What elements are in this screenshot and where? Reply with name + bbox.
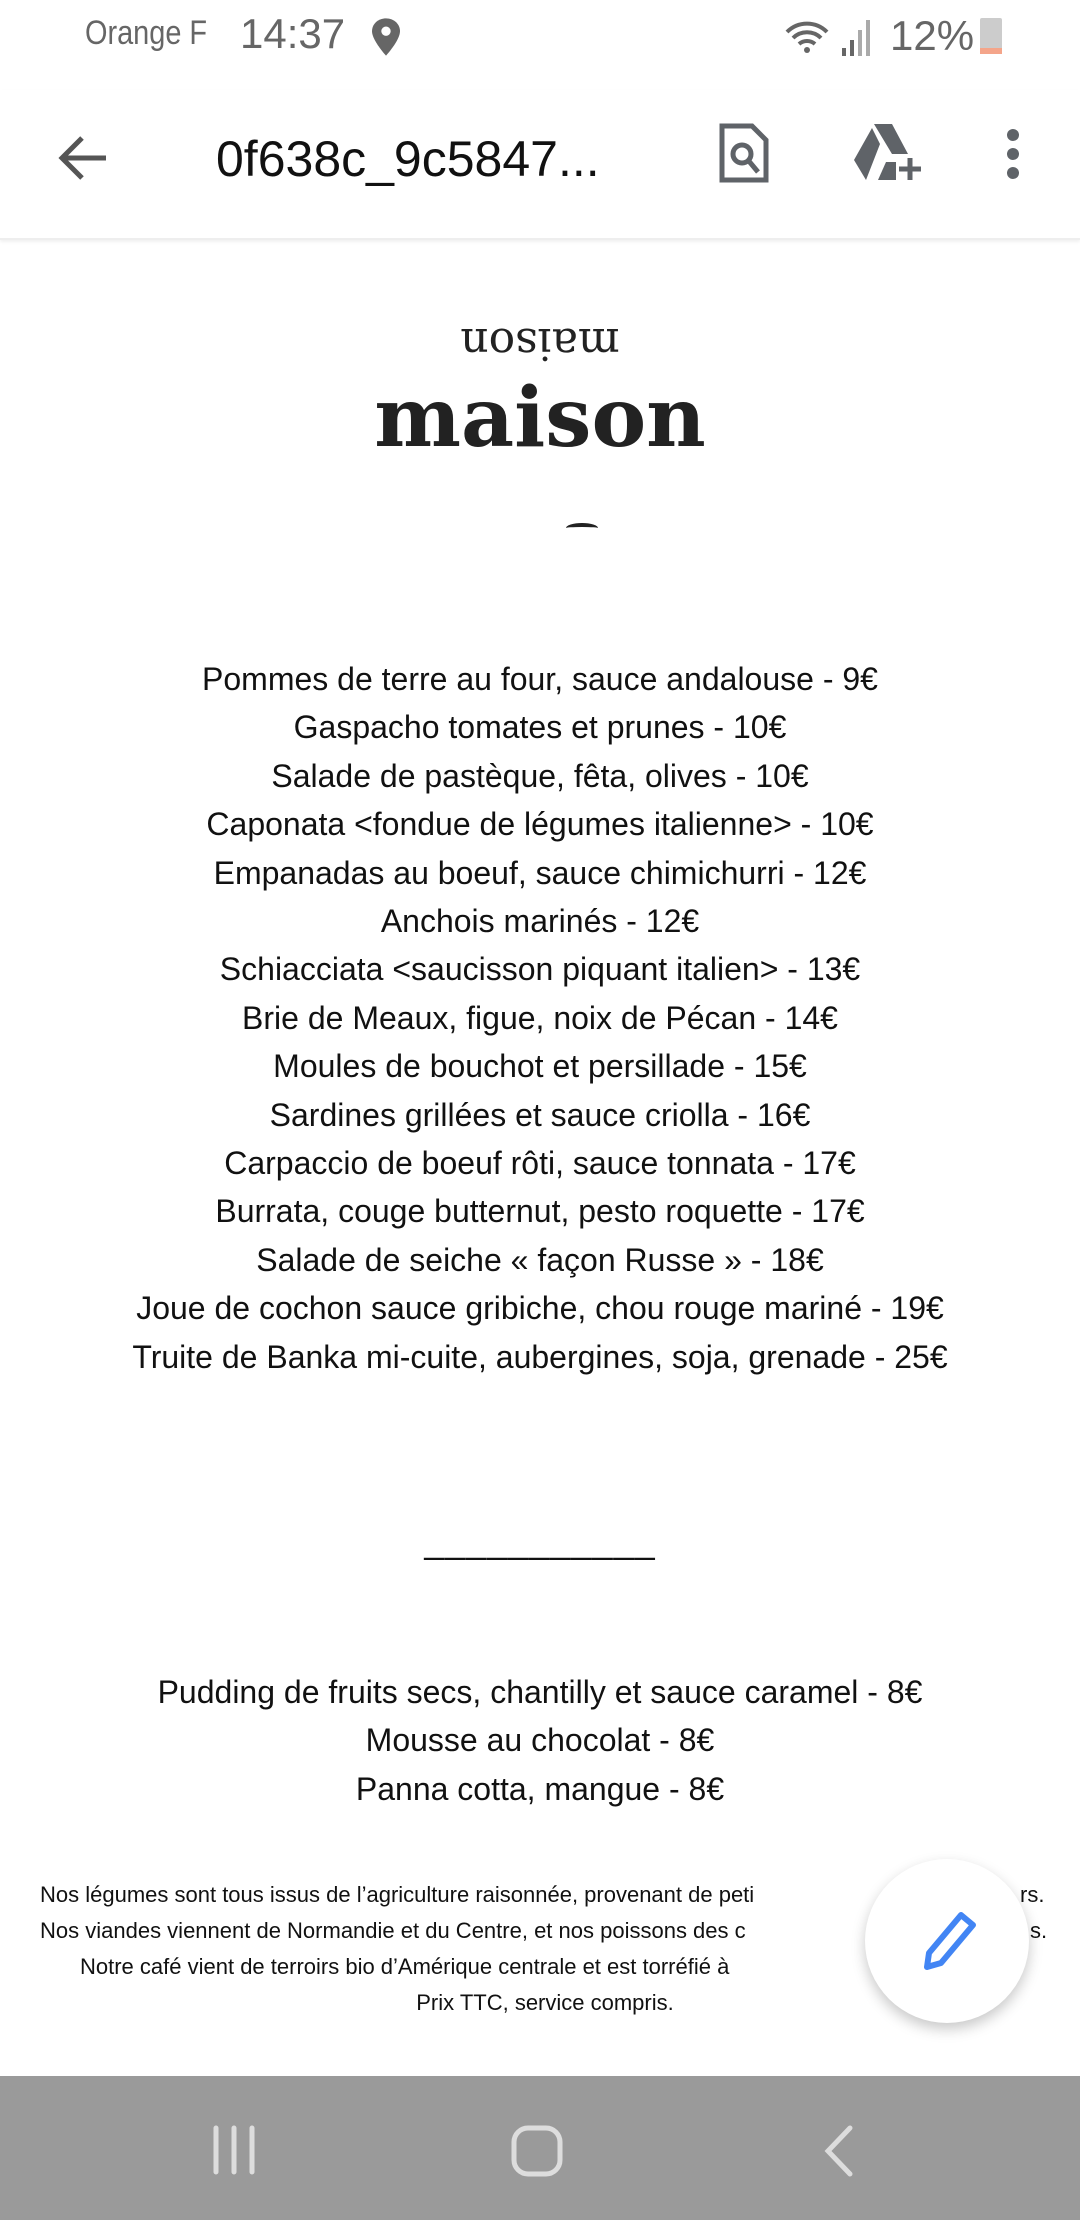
- wifi-icon: [785, 18, 829, 68]
- dessert-item: Panna cotta, mangue - 8€: [355, 1770, 725, 1807]
- menu-item: Pommes de terre au four, sauce andalouse - 9€: [202, 661, 878, 697]
- footnote-line: Prix TTC, service compris.: [416, 1990, 674, 2015]
- section-separator: ___________: [424, 1520, 656, 1561]
- battery-percent: 12%: [890, 12, 975, 59]
- pencil-icon: [917, 1911, 977, 1971]
- dessert-item: Pudding de fruits secs, chantilly et sauce caramel - 8€: [157, 1674, 923, 1710]
- footnote-line: Nos viandes viennent de Normandie et du Centre, et nos poissons des c: [40, 1918, 746, 1943]
- menu-item: Brie de Meaux, figue, noix de Pécan - 14€: [242, 999, 838, 1036]
- edit-fab-button[interactable]: [865, 1859, 1029, 2023]
- menu-items: [0, 655, 1080, 1381]
- menu-item: Schiacciata <saucisson piquant italien> - 13€: [219, 951, 861, 988]
- document-title: 0f638c_9c5847...: [216, 131, 600, 187]
- location-icon: [372, 18, 400, 66]
- system-navigation-bar: [0, 2076, 1080, 2220]
- menu-item: Empanadas au boeuf, sauce chimichurri - 12€: [213, 854, 867, 891]
- carrier-name: Orange F: [85, 14, 208, 52]
- footnote-line-end: s.: [1030, 1918, 1048, 1943]
- back-arrow-icon[interactable]: [56, 130, 112, 191]
- back-button[interactable]: [822, 2124, 856, 2183]
- battery-icon: [980, 18, 1002, 54]
- footnote-line: Nos légumes sont tous issus de l’agriculture raisonnée, provenant de peti: [40, 1882, 755, 1907]
- clock: 14:37: [240, 10, 346, 57]
- more-options-icon[interactable]: [1006, 128, 1020, 185]
- signal-icon: [840, 18, 874, 68]
- menu-item: Truite de Banka mi-cuite, aubergines, soja, grenade - 25€: [132, 1338, 948, 1375]
- menu-item: Salade de seiche « façon Russe » - 18€: [256, 1241, 824, 1278]
- app-toolbar: [0, 90, 1080, 240]
- dessert-items: [0, 1668, 1080, 1813]
- footnote-line: Notre café vient de terroirs bio d’Amérique centrale et est torréfié à: [80, 1954, 730, 1979]
- dessert-item: Mousse au chocolat - 8€: [365, 1722, 715, 1759]
- menu-item: Carpaccio de boeuf rôti, sauce tonnata - 17€: [224, 1145, 856, 1182]
- menu-item: Salade de pastèque, fêta, olives - 10€: [271, 757, 809, 794]
- logo-flipped: maison: [460, 318, 620, 369]
- menu-item: Moules de bouchot et persillade - 15€: [273, 1048, 807, 1085]
- menu-item: Sardines grillées et sauce criolla - 16€: [269, 1096, 811, 1133]
- recent-apps-button[interactable]: [210, 2124, 260, 2181]
- find-in-document-icon[interactable]: [718, 122, 770, 189]
- menu-item: Caponata <fondue de légumes italienne> - 10€: [206, 806, 874, 843]
- menu-item: Anchois marinés - 12€: [380, 903, 700, 940]
- status-bar: [0, 0, 1080, 90]
- menu-item: Gaspacho tomates et prunes - 10€: [293, 709, 787, 746]
- logo: maison: [374, 370, 706, 466]
- add-to-drive-icon[interactable]: [854, 124, 924, 189]
- logo-ornament: [566, 523, 598, 533]
- footnote-line-end: rs.: [1020, 1882, 1045, 1907]
- menu-item: Joue de cochon sauce gribiche, chou rouge mariné - 19€: [136, 1290, 944, 1327]
- menu-item: Burrata, couge butternut, pesto roquette - 17€: [215, 1193, 865, 1230]
- home-button[interactable]: [510, 2124, 564, 2183]
